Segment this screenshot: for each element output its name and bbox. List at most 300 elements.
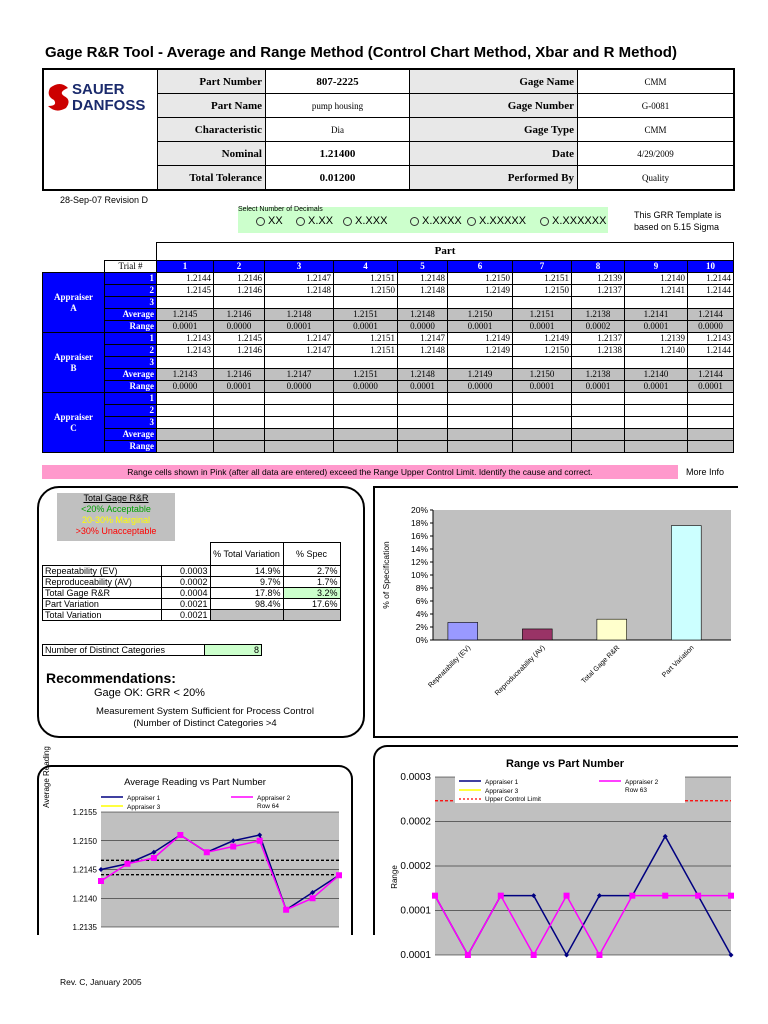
measurement-cell[interactable]: 1.2144 [688, 273, 734, 285]
radio-icon [540, 217, 549, 226]
trial-label: Range [105, 381, 157, 393]
measurement-cell[interactable] [448, 297, 513, 309]
measurement-cell[interactable]: 1.2145 [157, 285, 214, 297]
grr-legend-marginal: 20-30% Marginal [81, 515, 151, 525]
gage-ok-text: Gage OK: GRR < 20% [94, 687, 205, 699]
range-cell: 0.0000 [265, 381, 334, 393]
company-logo [44, 70, 157, 189]
measurement-cell[interactable]: 1.2146 [214, 273, 265, 285]
average-cell: 1.2147 [265, 369, 334, 381]
average-cell [625, 429, 688, 441]
decimal-option-label: XX [268, 215, 283, 227]
measurement-cell[interactable]: 1.2144 [157, 273, 214, 285]
characteristic-value: Dia [265, 118, 409, 142]
part-number-header: 3 [265, 261, 334, 273]
measurement-cell[interactable] [625, 417, 688, 429]
table-row [43, 357, 734, 369]
part-number-header: 6 [448, 261, 513, 273]
y-tick-label: 16% [410, 531, 428, 541]
gage-number-value: G-0081 [577, 94, 733, 118]
summary-label: Reproduceability (AV) [43, 577, 162, 588]
measurement-cell[interactable] [572, 393, 625, 405]
trial-label: 1 [105, 273, 157, 285]
measurement-cell[interactable] [157, 357, 214, 369]
radio-icon [256, 217, 265, 226]
date-label: Date [409, 142, 577, 166]
decimal-option-label: X.XXXXX [479, 215, 527, 227]
measurement-cell[interactable]: 1.2151 [334, 333, 398, 345]
series-point [177, 832, 183, 838]
measurement-cell[interactable] [214, 297, 265, 309]
y-tick-label: 1.2135 [72, 923, 97, 932]
range-cell: 0.0000 [157, 381, 214, 393]
measurement-cell[interactable]: 1.2138 [572, 345, 625, 357]
measurement-cell[interactable] [157, 393, 214, 405]
decimal-option-3[interactable] [343, 215, 387, 227]
summary-label: Total Gage R&R [43, 588, 162, 599]
y-axis-label: Average Reading [42, 746, 51, 808]
table-row [43, 309, 734, 321]
footer-revision: Rev. C, January 2005 [60, 977, 142, 987]
measurement-cell[interactable]: 1.2148 [398, 345, 448, 357]
measurement-cell[interactable] [398, 297, 448, 309]
range-chart-svg [375, 747, 738, 961]
range-cell [214, 441, 265, 453]
category-label: Part Variation [661, 644, 696, 680]
appraiser-word: Appraiser [54, 411, 93, 422]
measurement-cell[interactable]: 1.2150 [334, 285, 398, 297]
appraiser-label [43, 333, 105, 393]
measurement-cell[interactable]: 1.2149 [448, 345, 513, 357]
ndc-row [42, 644, 262, 656]
logo-line1: SAUER [72, 81, 125, 98]
series-point [257, 838, 263, 844]
appraiser-word: Appraiser [54, 291, 93, 302]
y-tick-label: 0.0001 [400, 905, 431, 917]
y-tick-label: 12% [410, 557, 428, 567]
measurement-cell[interactable]: 1.2140 [625, 273, 688, 285]
part-number-header: 9 [625, 261, 688, 273]
series-point [124, 861, 130, 867]
part-number-header: 10 [688, 261, 734, 273]
summary-pct_var: 98.4% [210, 599, 283, 610]
range-cell: 0.0001 [513, 381, 572, 393]
ms-line2: (Number of Distinct Categories >4 [133, 718, 277, 729]
series-point [695, 893, 701, 899]
measurement-cell[interactable]: 1.2151 [334, 273, 398, 285]
summary-pct_spec: 3.2% [283, 588, 340, 599]
measurement-table [42, 242, 735, 453]
legend-label: Appraiser 2 [257, 795, 291, 802]
average-cell [265, 429, 334, 441]
measurement-cell[interactable] [513, 393, 572, 405]
average-cell: 1.2148 [398, 369, 448, 381]
y-tick-label: 0.0002 [400, 861, 431, 872]
range-cell: 0.0000 [334, 381, 398, 393]
measurement-cell[interactable] [398, 357, 448, 369]
gage-name-label: Gage Name [409, 70, 577, 94]
table-row [43, 345, 734, 357]
radio-icon [410, 217, 419, 226]
pct-spec-header: % Spec [283, 543, 340, 566]
measurement-cell[interactable] [448, 405, 513, 417]
revision-label: 28-Sep-07 Revision D [60, 195, 149, 205]
trial-label: 3 [105, 357, 157, 369]
measurement-cell[interactable] [513, 297, 572, 309]
range-cell: 0.0001 [625, 381, 688, 393]
measurement-cell[interactable] [688, 417, 734, 429]
series-point [629, 893, 635, 899]
measurement-cell[interactable]: 1.2148 [398, 285, 448, 297]
measurement-cell[interactable] [265, 297, 334, 309]
measurement-cell[interactable]: 1.2151 [513, 273, 572, 285]
measurement-cell[interactable] [398, 405, 448, 417]
table-row [43, 273, 734, 285]
summary-pct_var [210, 610, 283, 621]
series-point [728, 893, 734, 899]
y-tick-label: 1.2140 [72, 894, 97, 904]
grr-legend-acceptable: <20% Acceptable [81, 504, 151, 514]
summary-label: Part Variation [43, 599, 162, 610]
measurement-cell[interactable] [688, 393, 734, 405]
table-row [43, 285, 734, 297]
summary-value: 0.0003 [162, 566, 211, 577]
summary-value: 0.0002 [162, 577, 211, 588]
measurement-cell[interactable]: 1.2145 [214, 333, 265, 345]
range-cell: 0.0001 [265, 321, 334, 333]
category-label: Repeatability (EV) [427, 644, 473, 690]
y-tick-label: 1.2145 [72, 865, 97, 875]
measurement-cell[interactable] [265, 417, 334, 429]
average-cell: 1.2151 [513, 309, 572, 321]
range-cell [572, 441, 625, 453]
measurement-cell[interactable] [625, 297, 688, 309]
decimal-option-5[interactable] [467, 215, 526, 227]
trial-header: Trial # [105, 261, 157, 273]
decimal-option-6[interactable] [540, 215, 606, 227]
decimal-option-2[interactable] [296, 215, 333, 227]
radio-icon [467, 217, 476, 226]
decimal-option-4[interactable] [410, 215, 462, 227]
performed-by-label: Performed By [409, 166, 577, 189]
average-cell: 1.2144 [688, 309, 734, 321]
measurement-cell[interactable] [214, 405, 265, 417]
table-row [43, 610, 341, 621]
measurement-cell[interactable] [334, 405, 398, 417]
measurement-cell[interactable]: 1.2149 [448, 333, 513, 345]
average-cell: 1.2145 [157, 309, 214, 321]
range-cell: 0.0001 [572, 381, 625, 393]
measurement-cell[interactable] [265, 357, 334, 369]
average-cell: 1.2140 [625, 369, 688, 381]
y-tick-label: 1.2155 [72, 808, 97, 817]
pct-total-variation-header: % Total Variation [210, 543, 283, 566]
average-cell: 1.2146 [214, 369, 265, 381]
series-point [564, 893, 570, 899]
table-row [43, 369, 734, 381]
measurement-cell[interactable]: 1.2144 [688, 345, 734, 357]
table-row [43, 429, 734, 441]
y-tick-label: 2% [415, 622, 428, 632]
measurement-cell[interactable] [334, 297, 398, 309]
measurement-cell[interactable] [688, 297, 734, 309]
measurement-cell[interactable]: 1.2140 [625, 345, 688, 357]
measurement-cell[interactable] [334, 393, 398, 405]
gage-name-value: CMM [577, 70, 733, 94]
measurement-cell[interactable] [265, 393, 334, 405]
summary-pct_var: 17.8% [210, 588, 283, 599]
measurement-cell[interactable] [688, 405, 734, 417]
measurement-cell[interactable]: 1.2150 [513, 345, 572, 357]
measurement-cell[interactable] [513, 357, 572, 369]
average-cell: 1.2149 [448, 369, 513, 381]
trial-label: 2 [105, 285, 157, 297]
measurement-cell[interactable] [572, 357, 625, 369]
page-title: Gage R&R Tool - Average and Range Method (Control Chart Method, Xbar and R Method) [45, 44, 677, 61]
measurement-cell[interactable] [513, 417, 572, 429]
measurement-cell[interactable]: 1.2147 [265, 273, 334, 285]
measurement-cell[interactable]: 1.2149 [513, 333, 572, 345]
table-row [43, 321, 734, 333]
range-cell: 0.0001 [513, 321, 572, 333]
trial-label: 1 [105, 393, 157, 405]
bar-chart-svg [375, 488, 738, 738]
measurement-cell[interactable]: 1.2143 [157, 333, 214, 345]
series-point [662, 893, 668, 899]
date-value: 4/29/2009 [577, 142, 733, 166]
bar-3 [671, 526, 701, 640]
series-point [498, 893, 504, 899]
average-cell: 1.2146 [214, 309, 265, 321]
series-point [204, 849, 210, 855]
grr-legend-unacceptable: >30% Unacceptable [75, 526, 157, 536]
part-number-header: 7 [513, 261, 572, 273]
chart-title: Average Reading vs Part Number [124, 777, 266, 788]
y-tick-label: 18% [410, 518, 428, 528]
measurement-cell[interactable]: 1.2139 [625, 333, 688, 345]
average-cell [214, 429, 265, 441]
appraiser-label [43, 393, 105, 453]
series-point [336, 872, 342, 878]
ndc-value: 8 [205, 645, 262, 656]
pct-spec-bar-chart [373, 486, 738, 738]
nominal-value: 1.21400 [265, 142, 409, 166]
trial-label: Average [105, 429, 157, 441]
appraiser-label [43, 273, 105, 333]
recommendations-title: Recommendations: [46, 670, 176, 686]
legend-ucl-label: Upper Control Limit [485, 796, 541, 803]
appraiser-letter: C [70, 422, 77, 433]
part-name-label: Part Name [157, 94, 265, 118]
range-cell [265, 441, 334, 453]
logo-swoosh-icon [48, 84, 69, 111]
y-tick-label: 0% [415, 635, 428, 645]
legend-label: Appraiser 3 [127, 804, 161, 811]
category-label: Reproduceability (AV) [493, 644, 547, 698]
series-point [432, 893, 438, 899]
average-cell: 1.2150 [513, 369, 572, 381]
gage-type-value: CMM [577, 118, 733, 142]
measurement-cell[interactable] [572, 405, 625, 417]
measurement-cell[interactable] [398, 393, 448, 405]
y-tick-label: 4% [415, 609, 428, 619]
average-chart-svg [39, 746, 353, 935]
y-tick-label: 20% [410, 505, 428, 515]
summary-pct_spec: 2.7% [283, 566, 340, 577]
table-row [43, 588, 341, 599]
legend-extra: Row 63 [625, 787, 648, 794]
measurement-cell[interactable]: 1.2146 [214, 285, 265, 297]
y-tick-label: 0.0002 [400, 816, 431, 828]
average-cell: 1.2151 [334, 309, 398, 321]
measurement-cell[interactable] [572, 297, 625, 309]
nominal-label: Nominal [157, 142, 265, 166]
y-tick-label: 14% [410, 544, 428, 554]
measurement-cell[interactable]: 1.2139 [572, 273, 625, 285]
decimal-option-label: X.XXX [355, 215, 388, 227]
grr-results-table [42, 542, 341, 621]
legend-label: Appraiser 3 [485, 788, 519, 795]
decimals-label: Select Number of Decimals [238, 206, 323, 213]
measurement-cell[interactable] [157, 297, 214, 309]
measurement-cell[interactable] [625, 357, 688, 369]
series-point [230, 844, 236, 850]
y-tick-label: 10% [410, 570, 428, 580]
average-cell [334, 429, 398, 441]
part-number-value: 807-2225 [265, 70, 409, 94]
measurement-cell[interactable]: 1.2149 [448, 285, 513, 297]
measurement-cell[interactable]: 1.2144 [688, 285, 734, 297]
measurement-cell[interactable] [265, 405, 334, 417]
y-tick-label: 0.0001 [400, 950, 431, 961]
measurement-cell[interactable] [625, 405, 688, 417]
series-point [596, 952, 602, 958]
average-cell: 1.2150 [448, 309, 513, 321]
measurement-cell[interactable]: 1.2150 [448, 273, 513, 285]
part-number-label: Part Number [157, 70, 265, 94]
part-number-header: 8 [572, 261, 625, 273]
trial-label: 3 [105, 417, 157, 429]
measurement-cell[interactable]: 1.2147 [398, 333, 448, 345]
range-cell: 0.0001 [448, 321, 513, 333]
measurement-cell[interactable]: 1.2150 [513, 285, 572, 297]
legend-extra: Row 64 [257, 803, 280, 810]
part-number-header: 4 [334, 261, 398, 273]
decimal-option-label: X.XXXXXX [552, 215, 607, 227]
measurement-cell[interactable] [214, 417, 265, 429]
range-cell: 0.0000 [214, 321, 265, 333]
decimal-option-label: X.XXXX [422, 215, 462, 227]
average-cell: 1.2141 [625, 309, 688, 321]
average-cell: 1.2151 [334, 369, 398, 381]
summary-pct_var: 14.9% [210, 566, 283, 577]
measurement-cell[interactable]: 1.2143 [157, 345, 214, 357]
range-warning-note: Range cells shown in Pink (after all data are entered) exceed the Range Upper Control Limit. Identify the cause and correct. [42, 465, 678, 479]
measurement-cell[interactable] [688, 357, 734, 369]
decimal-option-1[interactable] [256, 215, 283, 227]
measurement-cell[interactable] [157, 405, 214, 417]
summary-value: 0.0021 [162, 599, 211, 610]
measurement-cell[interactable]: 1.2137 [572, 333, 625, 345]
gage-type-label: Gage Type [409, 118, 577, 142]
part-name-value: pump housing [265, 94, 409, 118]
measurement-cell[interactable]: 1.2146 [214, 345, 265, 357]
legend-label: Appraiser 1 [485, 779, 519, 786]
table-row [43, 381, 734, 393]
series-point [310, 895, 316, 901]
measurement-cell[interactable] [334, 357, 398, 369]
range-cell: 0.0002 [572, 321, 625, 333]
table-row [43, 405, 734, 417]
measurement-cell[interactable]: 1.2137 [572, 285, 625, 297]
table-row [43, 599, 341, 610]
part-number-header: 2 [214, 261, 265, 273]
measurement-cell[interactable]: 1.2151 [334, 345, 398, 357]
trial-label: 2 [105, 345, 157, 357]
range-cell: 0.0001 [398, 381, 448, 393]
measurement-cell[interactable]: 1.2148 [265, 285, 334, 297]
range-cell: 0.0001 [625, 321, 688, 333]
measurement-cell[interactable]: 1.2147 [265, 345, 334, 357]
measurement-cell[interactable] [448, 357, 513, 369]
legend-label: Appraiser 1 [127, 795, 161, 802]
measurement-cell[interactable] [448, 393, 513, 405]
summary-value: 0.0004 [162, 588, 211, 599]
category-label: Total Gage R&R [580, 644, 622, 686]
measurement-cell[interactable]: 1.2141 [625, 285, 688, 297]
measurement-cell[interactable] [214, 357, 265, 369]
trial-label: Average [105, 369, 157, 381]
measurement-cell[interactable] [214, 393, 265, 405]
range-cell [448, 441, 513, 453]
trial-label: 1 [105, 333, 157, 345]
measurement-cell[interactable]: 1.2147 [265, 333, 334, 345]
header-grid [157, 70, 733, 189]
measurement-cell[interactable]: 1.2143 [688, 333, 734, 345]
series-point [465, 952, 471, 958]
measurement-cell[interactable] [625, 393, 688, 405]
measurement-cell[interactable] [572, 417, 625, 429]
appraiser-word: Appraiser [54, 351, 93, 362]
average-cell: 1.2143 [157, 369, 214, 381]
trial-label: Range [105, 321, 157, 333]
average-cell [572, 429, 625, 441]
average-cell [157, 429, 214, 441]
bar-2 [597, 619, 627, 640]
summary-label: Repeatability (EV) [43, 566, 162, 577]
total-tolerance-label: Total Tolerance [157, 166, 265, 189]
trial-label: 2 [105, 405, 157, 417]
measurement-cell[interactable] [398, 417, 448, 429]
y-tick-label: 1.2150 [72, 836, 97, 846]
measurement-cell[interactable] [334, 417, 398, 429]
measurement-cell[interactable] [448, 417, 513, 429]
table-row [43, 577, 341, 588]
trial-label: Range [105, 441, 157, 453]
range-cell [688, 441, 734, 453]
measurement-cell[interactable] [157, 417, 214, 429]
more-info-link[interactable]: More Info [686, 467, 725, 477]
gage-number-label: Gage Number [409, 94, 577, 118]
series-point [531, 952, 537, 958]
measurement-cell[interactable]: 1.2148 [398, 273, 448, 285]
grr-legend [57, 493, 175, 541]
range-cell: 0.0001 [214, 381, 265, 393]
table-row [43, 566, 341, 577]
appraiser-letter: A [70, 302, 77, 313]
measurement-cell[interactable] [513, 405, 572, 417]
average-cell [513, 429, 572, 441]
